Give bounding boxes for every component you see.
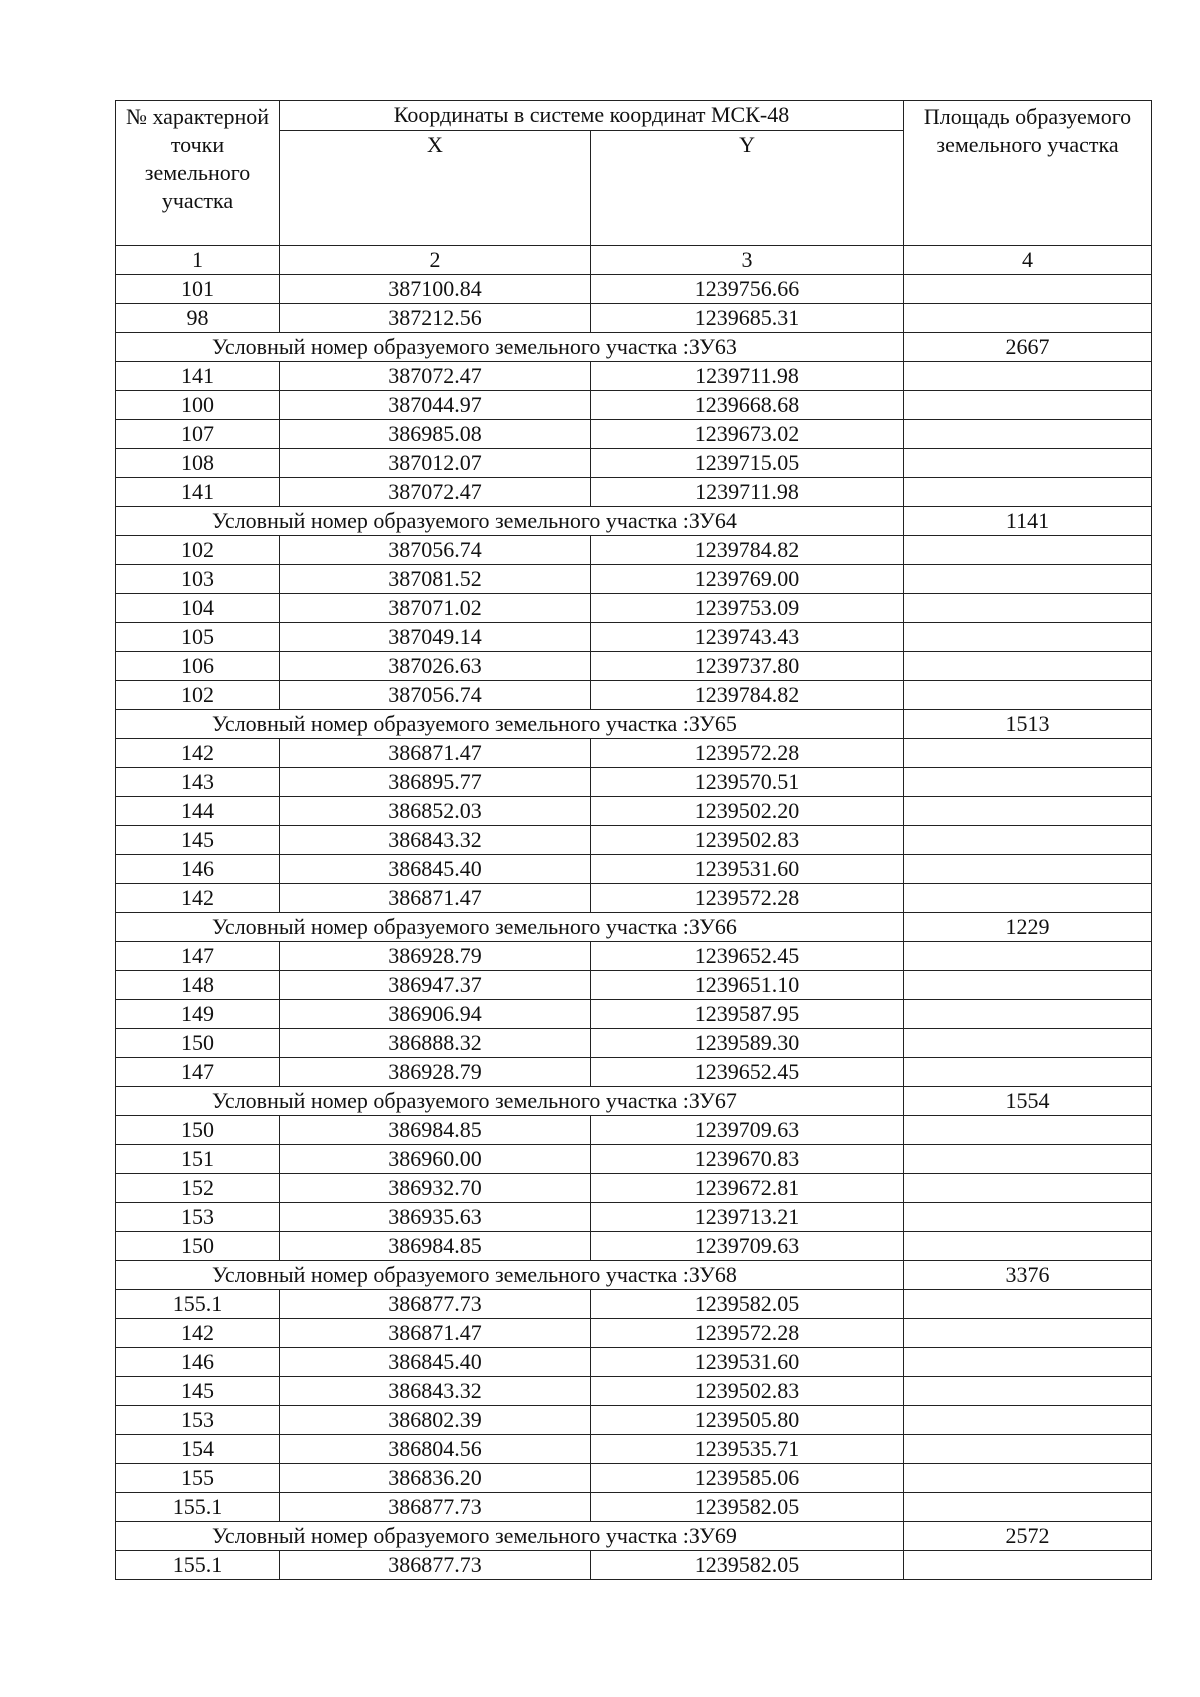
x-coordinate: 387026.63 bbox=[280, 652, 591, 681]
parcel-label: Условный номер образуемого земельного участка :ЗУ64 bbox=[116, 507, 904, 536]
table-row bbox=[116, 1029, 1152, 1058]
y-coordinate: 1239582.05 bbox=[591, 1290, 904, 1319]
y-coordinate: 1239709.63 bbox=[591, 1116, 904, 1145]
x-coordinate: 386877.73 bbox=[280, 1290, 591, 1319]
y-coordinate: 1239737.80 bbox=[591, 652, 904, 681]
point-number: 101 bbox=[116, 275, 280, 304]
parcel-area: 1554 bbox=[904, 1087, 1152, 1116]
point-number: 146 bbox=[116, 1348, 280, 1377]
area-cell-empty bbox=[904, 1435, 1152, 1464]
point-number: 155.1 bbox=[116, 1551, 280, 1580]
group-row bbox=[116, 1261, 1152, 1290]
point-number: 155.1 bbox=[116, 1290, 280, 1319]
area-cell-empty bbox=[904, 1116, 1152, 1145]
area-cell-empty bbox=[904, 652, 1152, 681]
point-number: 108 bbox=[116, 449, 280, 478]
table-row bbox=[116, 1290, 1152, 1319]
parcel-area: 3376 bbox=[904, 1261, 1152, 1290]
point-number: 155.1 bbox=[116, 1493, 280, 1522]
point-number: 147 bbox=[116, 942, 280, 971]
table-row bbox=[116, 275, 1152, 304]
point-number: 154 bbox=[116, 1435, 280, 1464]
area-cell-empty bbox=[904, 1145, 1152, 1174]
point-number: 98 bbox=[116, 304, 280, 333]
y-coordinate: 1239668.68 bbox=[591, 391, 904, 420]
area-cell-empty bbox=[904, 420, 1152, 449]
y-coordinate: 1239769.00 bbox=[591, 565, 904, 594]
area-cell-empty bbox=[904, 623, 1152, 652]
table-row bbox=[116, 1406, 1152, 1435]
table-row bbox=[116, 884, 1152, 913]
group-row bbox=[116, 507, 1152, 536]
area-cell-empty bbox=[904, 942, 1152, 971]
y-coordinate: 1239505.80 bbox=[591, 1406, 904, 1435]
x-coordinate: 386804.56 bbox=[280, 1435, 591, 1464]
y-coordinate: 1239652.45 bbox=[591, 942, 904, 971]
table-body bbox=[116, 101, 1152, 1580]
y-coordinate: 1239753.09 bbox=[591, 594, 904, 623]
point-number: 145 bbox=[116, 826, 280, 855]
header-coordinates: Координаты в системе координат МСК-48 bbox=[280, 101, 904, 131]
x-coordinate: 386984.85 bbox=[280, 1232, 591, 1261]
group-row bbox=[116, 710, 1152, 739]
point-number: 144 bbox=[116, 797, 280, 826]
y-coordinate: 1239535.71 bbox=[591, 1435, 904, 1464]
y-coordinate: 1239685.31 bbox=[591, 304, 904, 333]
area-cell-empty bbox=[904, 768, 1152, 797]
x-coordinate: 387056.74 bbox=[280, 536, 591, 565]
table-row bbox=[116, 565, 1152, 594]
area-cell-empty bbox=[904, 478, 1152, 507]
y-coordinate: 1239670.83 bbox=[591, 1145, 904, 1174]
area-cell-empty bbox=[904, 449, 1152, 478]
x-coordinate: 386845.40 bbox=[280, 855, 591, 884]
parcel-area: 1229 bbox=[904, 913, 1152, 942]
y-coordinate: 1239531.60 bbox=[591, 855, 904, 884]
header-x: X bbox=[280, 130, 591, 245]
area-cell-empty bbox=[904, 826, 1152, 855]
area-cell-empty bbox=[904, 1493, 1152, 1522]
y-coordinate: 1239572.28 bbox=[591, 1319, 904, 1348]
x-coordinate: 387072.47 bbox=[280, 362, 591, 391]
x-coordinate: 386836.20 bbox=[280, 1464, 591, 1493]
area-cell-empty bbox=[904, 739, 1152, 768]
area-cell-empty bbox=[904, 1290, 1152, 1319]
table-row bbox=[116, 768, 1152, 797]
y-coordinate: 1239585.06 bbox=[591, 1464, 904, 1493]
point-number: 142 bbox=[116, 1319, 280, 1348]
area-cell-empty bbox=[904, 971, 1152, 1000]
column-numbers-row bbox=[116, 246, 1152, 275]
area-cell-empty bbox=[904, 884, 1152, 913]
parcel-area: 2667 bbox=[904, 333, 1152, 362]
x-coordinate: 386932.70 bbox=[280, 1174, 591, 1203]
area-cell-empty bbox=[904, 1174, 1152, 1203]
table-row bbox=[116, 304, 1152, 333]
point-number: 100 bbox=[116, 391, 280, 420]
area-cell-empty bbox=[904, 1203, 1152, 1232]
point-number: 150 bbox=[116, 1232, 280, 1261]
point-number: 150 bbox=[116, 1029, 280, 1058]
area-cell-empty bbox=[904, 1348, 1152, 1377]
x-coordinate: 386871.47 bbox=[280, 739, 591, 768]
point-number: 107 bbox=[116, 420, 280, 449]
point-number: 153 bbox=[116, 1406, 280, 1435]
point-number: 102 bbox=[116, 536, 280, 565]
y-coordinate: 1239652.45 bbox=[591, 1058, 904, 1087]
y-coordinate: 1239582.05 bbox=[591, 1493, 904, 1522]
y-coordinate: 1239743.43 bbox=[591, 623, 904, 652]
header-y: Y bbox=[591, 130, 904, 245]
x-coordinate: 387081.52 bbox=[280, 565, 591, 594]
point-number: 152 bbox=[116, 1174, 280, 1203]
table-row bbox=[116, 826, 1152, 855]
table-row bbox=[116, 536, 1152, 565]
y-coordinate: 1239589.30 bbox=[591, 1029, 904, 1058]
header-point-number: № характерной точки земельного участка bbox=[116, 101, 280, 246]
x-coordinate: 386960.00 bbox=[280, 1145, 591, 1174]
point-number: 146 bbox=[116, 855, 280, 884]
area-cell-empty bbox=[904, 1551, 1152, 1580]
table-row bbox=[116, 797, 1152, 826]
x-coordinate: 386871.47 bbox=[280, 1319, 591, 1348]
x-coordinate: 387072.47 bbox=[280, 478, 591, 507]
area-cell-empty bbox=[904, 797, 1152, 826]
x-coordinate: 387012.07 bbox=[280, 449, 591, 478]
point-number: 149 bbox=[116, 1000, 280, 1029]
x-coordinate: 386802.39 bbox=[280, 1406, 591, 1435]
x-coordinate: 386895.77 bbox=[280, 768, 591, 797]
table-row bbox=[116, 1116, 1152, 1145]
table-row bbox=[116, 1377, 1152, 1406]
area-cell-empty bbox=[904, 1464, 1152, 1493]
x-coordinate: 386985.08 bbox=[280, 420, 591, 449]
y-coordinate: 1239756.66 bbox=[591, 275, 904, 304]
parcel-label: Условный номер образуемого земельного участка :ЗУ63 bbox=[116, 333, 904, 362]
point-number: 145 bbox=[116, 1377, 280, 1406]
parcel-area: 1513 bbox=[904, 710, 1152, 739]
x-coordinate: 387044.97 bbox=[280, 391, 591, 420]
parcel-area: 1141 bbox=[904, 507, 1152, 536]
point-number: 106 bbox=[116, 652, 280, 681]
x-coordinate: 386928.79 bbox=[280, 1058, 591, 1087]
point-number: 147 bbox=[116, 1058, 280, 1087]
y-coordinate: 1239582.05 bbox=[591, 1551, 904, 1580]
parcel-label: Условный номер образуемого земельного участка :ЗУ68 bbox=[116, 1261, 904, 1290]
table-row bbox=[116, 449, 1152, 478]
point-number: 142 bbox=[116, 739, 280, 768]
table-row bbox=[116, 478, 1152, 507]
table-row bbox=[116, 1348, 1152, 1377]
table-row bbox=[116, 362, 1152, 391]
group-row bbox=[116, 333, 1152, 362]
parcel-area: 2572 bbox=[904, 1522, 1152, 1551]
y-coordinate: 1239572.28 bbox=[591, 739, 904, 768]
parcel-label: Условный номер образуемого земельного участка :ЗУ66 bbox=[116, 913, 904, 942]
point-number: 141 bbox=[116, 362, 280, 391]
header-area: Площадь образуемого земельного участка bbox=[904, 101, 1152, 246]
coordinates-table bbox=[115, 100, 1152, 1580]
area-cell-empty bbox=[904, 1029, 1152, 1058]
x-coordinate: 386888.32 bbox=[280, 1029, 591, 1058]
y-coordinate: 1239502.83 bbox=[591, 1377, 904, 1406]
y-coordinate: 1239502.20 bbox=[591, 797, 904, 826]
group-row bbox=[116, 913, 1152, 942]
area-cell-empty bbox=[904, 304, 1152, 333]
area-cell-empty bbox=[904, 855, 1152, 884]
y-coordinate: 1239709.63 bbox=[591, 1232, 904, 1261]
x-coordinate: 387056.74 bbox=[280, 681, 591, 710]
point-number: 142 bbox=[116, 884, 280, 913]
y-coordinate: 1239784.82 bbox=[591, 681, 904, 710]
x-coordinate: 386871.47 bbox=[280, 884, 591, 913]
table-row bbox=[116, 1551, 1152, 1580]
x-coordinate: 386877.73 bbox=[280, 1551, 591, 1580]
x-coordinate: 387049.14 bbox=[280, 623, 591, 652]
table-row bbox=[116, 1464, 1152, 1493]
parcel-label: Условный номер образуемого земельного участка :ЗУ65 bbox=[116, 710, 904, 739]
x-coordinate: 386906.94 bbox=[280, 1000, 591, 1029]
area-cell-empty bbox=[904, 1319, 1152, 1348]
table-row bbox=[116, 1493, 1152, 1522]
area-cell-empty bbox=[904, 362, 1152, 391]
table-row bbox=[116, 652, 1152, 681]
group-row bbox=[116, 1087, 1152, 1116]
area-cell-empty bbox=[904, 536, 1152, 565]
point-number: 103 bbox=[116, 565, 280, 594]
table-row bbox=[116, 1203, 1152, 1232]
y-coordinate: 1239715.05 bbox=[591, 449, 904, 478]
y-coordinate: 1239570.51 bbox=[591, 768, 904, 797]
y-coordinate: 1239673.02 bbox=[591, 420, 904, 449]
y-coordinate: 1239672.81 bbox=[591, 1174, 904, 1203]
header-row-1 bbox=[116, 101, 1152, 131]
point-number: 102 bbox=[116, 681, 280, 710]
y-coordinate: 1239502.83 bbox=[591, 826, 904, 855]
column-number-3: 3 bbox=[591, 246, 904, 275]
x-coordinate: 386984.85 bbox=[280, 1116, 591, 1145]
table-row bbox=[116, 942, 1152, 971]
area-cell-empty bbox=[904, 565, 1152, 594]
table-row bbox=[116, 420, 1152, 449]
point-number: 105 bbox=[116, 623, 280, 652]
table-row bbox=[116, 1319, 1152, 1348]
point-number: 155 bbox=[116, 1464, 280, 1493]
table-row bbox=[116, 1145, 1152, 1174]
area-cell-empty bbox=[904, 1377, 1152, 1406]
table-row bbox=[116, 391, 1152, 420]
area-cell-empty bbox=[904, 594, 1152, 623]
column-number-4: 4 bbox=[904, 246, 1152, 275]
y-coordinate: 1239651.10 bbox=[591, 971, 904, 1000]
x-coordinate: 387100.84 bbox=[280, 275, 591, 304]
column-number-2: 2 bbox=[280, 246, 591, 275]
x-coordinate: 386928.79 bbox=[280, 942, 591, 971]
area-cell-empty bbox=[904, 1232, 1152, 1261]
table-row bbox=[116, 681, 1152, 710]
table-row bbox=[116, 594, 1152, 623]
y-coordinate: 1239711.98 bbox=[591, 478, 904, 507]
point-number: 151 bbox=[116, 1145, 280, 1174]
point-number: 148 bbox=[116, 971, 280, 1000]
table-row bbox=[116, 1058, 1152, 1087]
y-coordinate: 1239784.82 bbox=[591, 536, 904, 565]
table-row bbox=[116, 623, 1152, 652]
table-row bbox=[116, 855, 1152, 884]
table-row bbox=[116, 1435, 1152, 1464]
table-row bbox=[116, 1000, 1152, 1029]
x-coordinate: 387212.56 bbox=[280, 304, 591, 333]
x-coordinate: 386843.32 bbox=[280, 1377, 591, 1406]
x-coordinate: 386843.32 bbox=[280, 826, 591, 855]
point-number: 150 bbox=[116, 1116, 280, 1145]
point-number: 153 bbox=[116, 1203, 280, 1232]
area-cell-empty bbox=[904, 275, 1152, 304]
x-coordinate: 387071.02 bbox=[280, 594, 591, 623]
y-coordinate: 1239713.21 bbox=[591, 1203, 904, 1232]
area-cell-empty bbox=[904, 1058, 1152, 1087]
x-coordinate: 386947.37 bbox=[280, 971, 591, 1000]
y-coordinate: 1239531.60 bbox=[591, 1348, 904, 1377]
table-row bbox=[116, 1174, 1152, 1203]
table-row bbox=[116, 971, 1152, 1000]
point-number: 141 bbox=[116, 478, 280, 507]
x-coordinate: 386877.73 bbox=[280, 1493, 591, 1522]
parcel-label: Условный номер образуемого земельного участка :ЗУ67 bbox=[116, 1087, 904, 1116]
point-number: 104 bbox=[116, 594, 280, 623]
area-cell-empty bbox=[904, 681, 1152, 710]
x-coordinate: 386845.40 bbox=[280, 1348, 591, 1377]
group-row bbox=[116, 1522, 1152, 1551]
y-coordinate: 1239572.28 bbox=[591, 884, 904, 913]
point-number: 143 bbox=[116, 768, 280, 797]
y-coordinate: 1239711.98 bbox=[591, 362, 904, 391]
x-coordinate: 386935.63 bbox=[280, 1203, 591, 1232]
table-row bbox=[116, 739, 1152, 768]
area-cell-empty bbox=[904, 1406, 1152, 1435]
area-cell-empty bbox=[904, 1000, 1152, 1029]
parcel-label: Условный номер образуемого земельного участка :ЗУ69 bbox=[116, 1522, 904, 1551]
column-number-1: 1 bbox=[116, 246, 280, 275]
area-cell-empty bbox=[904, 391, 1152, 420]
y-coordinate: 1239587.95 bbox=[591, 1000, 904, 1029]
x-coordinate: 386852.03 bbox=[280, 797, 591, 826]
table-row bbox=[116, 1232, 1152, 1261]
